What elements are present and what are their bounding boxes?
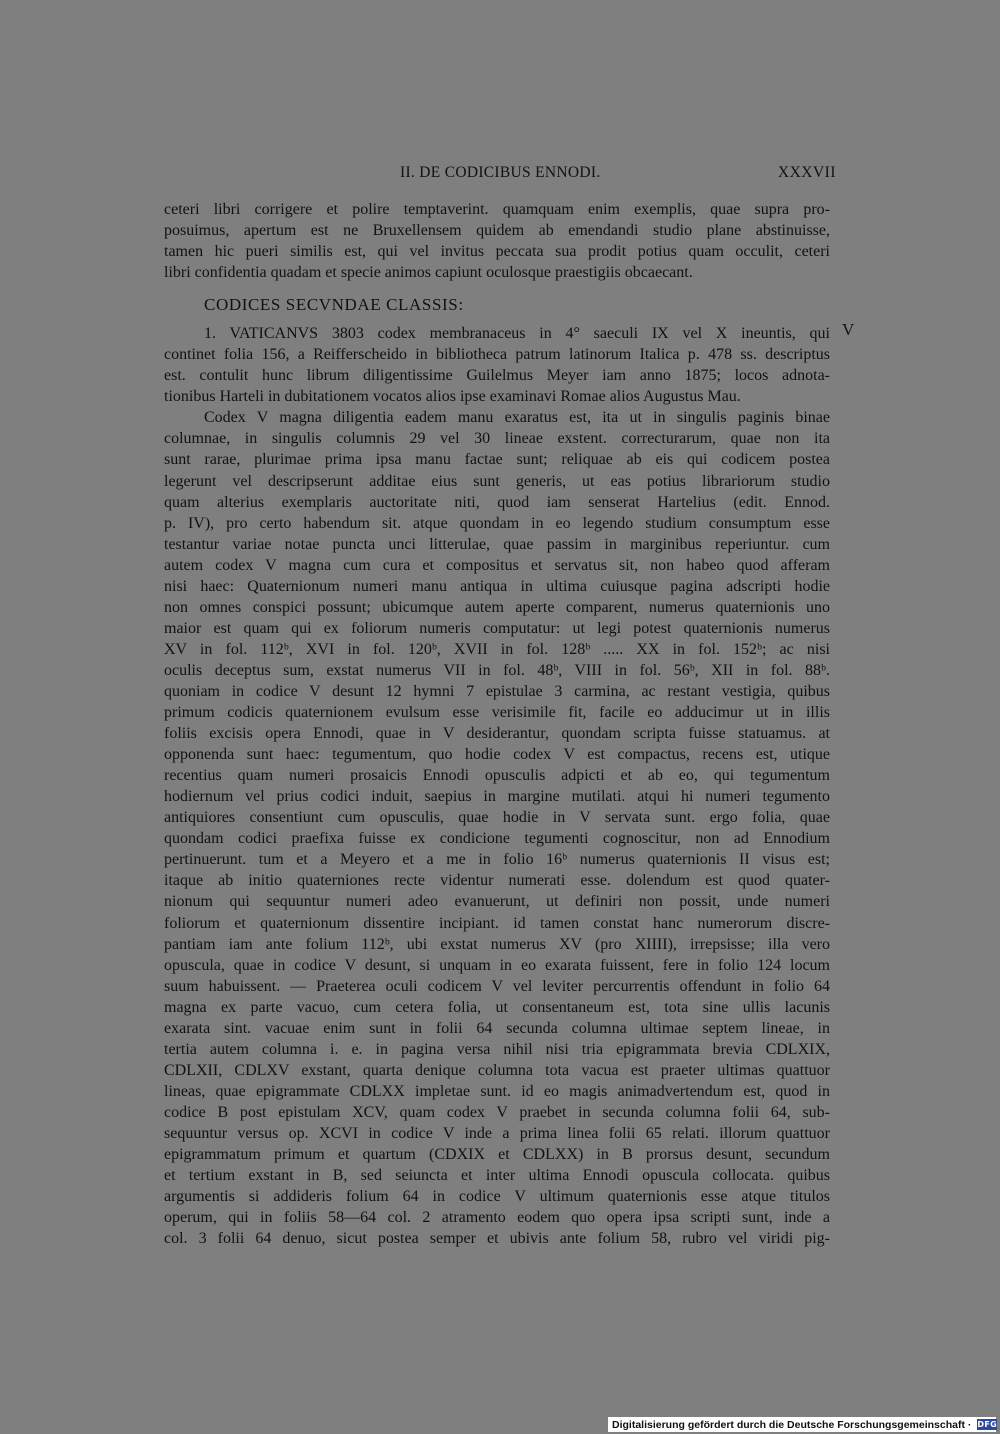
- text-line: maior est quam qui ex foliorum numeris computatur: ut legi potest quaternionis numerus: [164, 619, 830, 637]
- text-line: columnae, in singulis columnis 29 vel 30 lineae exstent. correcturarum, quae non ita: [164, 430, 830, 448]
- text-line: pantiam iam ante folium 112ᵇ, ubi exstat numerus XV (pro XIIII), irrepsisse; illa vero: [164, 935, 830, 953]
- text-line: argumentis si addideris folium 64 in codice V ultimum quaternionis esse atque titulos: [164, 1188, 830, 1206]
- text-line: hodiernum vel prius codici induit, saepius in margine mutilati. atqui hi numeri tegumento: [164, 788, 830, 806]
- running-head-title: II. DE CODICIBUS ENNODI.: [400, 164, 601, 181]
- text-line: codice B post epistulam XCV, quam codex V praebet in secunda columna folii 64, sub-: [164, 1103, 830, 1121]
- paragraph-3: [164, 407, 830, 1249]
- text-line: primum codicis quaternionem evulsum esse verisimile fit, facile eo adducimur ut in illis: [164, 704, 830, 722]
- page-number: XXXVII: [777, 164, 836, 181]
- text-line: ceteri libri corrigere et polire temptaverint. quamquam enim exemplis, quae supra pro-: [164, 201, 830, 218]
- text-line: et tertium exstant in B, sed seiuncta et inter ultima Ennodi opuscula collocata. quibus: [164, 1167, 830, 1185]
- body-text: [164, 199, 830, 1249]
- text-line: tamen hic pueri similis est, qui vel invitus peccata sua prodit potius quam occulit, ceteri: [164, 243, 830, 261]
- text-line: nisi haec: Quaternionum numeri manu antiqua in ultima cuiusque pagina adscripti hodie: [164, 577, 830, 595]
- text-line: quondam codici praefixa fuisse ex condicione tegumenti cognoscitur, non ad Ennodium: [164, 830, 830, 848]
- text-line: epigrammatum primum et quartum (CDXIX et CDLXX) in B prorsus desunt, secundum: [164, 1146, 830, 1164]
- footer-credit-bar: [608, 1417, 996, 1432]
- text-line: autem codex V magna cum cura et compositus et servatus sit, non habeo quod afferam: [164, 556, 830, 574]
- text-line: opponenda sunt haec: tegumentum, quo hodie codex V est compactus, recens est, utique: [164, 746, 830, 764]
- footer-credit-text: Digitalisierung gefördert durch die Deutsche Forschungsgemeinschaft ·: [612, 1418, 972, 1431]
- text-line: p. IV), pro certo habendum sit. atque quondam in eo legendo studium consumptum esse: [164, 514, 830, 532]
- text-line: libri confidentia quadam et specie animos capiunt oculosque praestigiis obcaecant.: [164, 264, 693, 282]
- text-line: est. contulit hunc librum diligentissime Guilelmus Meyer iam anno 1875; locos adnota-: [164, 367, 830, 385]
- text-line: posuimus, apertum est ne Bruxellensem quidem ab emendandi studio plane abstinuisse,: [164, 222, 830, 240]
- text-line: tertia autem columna i. e. in pagina versa nihil nisi tria epigrammata brevia CDLXIX,: [164, 1040, 830, 1058]
- section-heading: CODICES SECVNDAE CLASSIS:: [204, 295, 464, 315]
- text-line: sunt rarae, plurimae prima ipsa manu factae sunt; reliquae ab eis qui codicem postea: [164, 451, 830, 469]
- margin-siglum: V: [842, 320, 855, 339]
- text-line: recentius quam numeri prosaicis Ennodi opusculis adpicti et ab eo, qui tegumentum: [164, 767, 830, 785]
- text-line: foliis excisis opera Ennodi, quae in V desiderantur, quondam scripta fuisse statuamus. at: [164, 725, 830, 743]
- text-line: magna ex parte vacuo, cum cetera folia, ut consentaneum est, tota sine ullis lacunis: [164, 998, 830, 1016]
- text-line: operum, qui in foliis 58—64 col. 2 atramento eodem quo opera ipsa scripti sunt, inde a: [164, 1209, 830, 1227]
- text-line: pertinuerunt. tum et a Meyero et a me in folio 16ᵇ numerus quaternionis II visus est;: [164, 851, 830, 869]
- text-line: sequuntur versus op. XCVI in codice V inde a prima linea folii 65 relati. illorum quattuor: [164, 1124, 830, 1142]
- text-line: antiquiores consentiunt cum opusculis, quae hodie in V servata sunt. ergo folia, quae: [164, 809, 830, 827]
- text-line: quoniam in codice V desunt 12 hymni 7 epistulae 3 carmina, ac restant vestigia, quibus: [164, 682, 830, 700]
- text-line: tionibus Harteli in dubitationem vocatos alios ipse examinavi Romae alios Augustus Mau.: [164, 388, 741, 406]
- paragraph-1: [164, 199, 830, 283]
- text-line: itaque ab initio quaterniones recte videntur numerati esse. dolendum est quod quater-: [164, 872, 830, 890]
- text-line: continet folia 156, a Reifferscheido in bibliotheca patrum latinorum Italica p. 478 ss. descriptus: [164, 346, 830, 364]
- text-line: foliorum et quaternionum dissentire incipiant. id tamen constat hanc numerorum discre-: [164, 914, 830, 932]
- paragraph-2: [164, 323, 830, 407]
- text-line: CDLXII, CDLXV exstant, quarta denique columna tota vacua est praeter ultimas quattuor: [164, 1061, 830, 1079]
- text-line: legerunt vel descripserunt additae eius sunt generis, ut eas potius librariorum studio: [164, 472, 830, 490]
- text-line: lineas, quae epigrammate CDLXX impletae sunt. id eo magis animadvertendum est, quod in: [164, 1082, 830, 1100]
- text-line: suum habuissent. — Praeterea oculi codicem V vel leviter percurrentis offendunt in folio 64: [164, 977, 830, 995]
- text-line: oculis deceptus sum, exstat numerus VII in fol. 48ᵇ, VIII in fol. 56ᵇ, XII in fol. 88ᵇ.: [164, 661, 830, 679]
- text-line: exarata sint. vacuae enim sunt in folii 64 secunda columna ultimae septem lineae, in: [164, 1019, 830, 1037]
- text-line: quam alterius exemplaris auctoritate niti, quod iam senserat Hartelius (edit. Ennod.: [164, 493, 830, 511]
- text-line: Codex V magna diligentia eadem manu exaratus est, ita ut in singulis paginis binae: [204, 409, 830, 427]
- text-line: opuscula, quae in codice V desunt, si unquam in eo exarata fuissent, fere in folio 124 locum: [164, 956, 830, 974]
- running-head: [160, 164, 836, 186]
- text-line: testantur variae notae puncta unci litterulae, quae passim in marginibus reperiuntur. cum: [164, 535, 830, 553]
- text-line: col. 3 folii 64 denuo, sicut postea semper et ubivis ante folium 58, rubro vel viridi pig-: [164, 1230, 830, 1248]
- text-line: 1. VATICANVS 3803 codex membranaceus in 4° saeculi IX vel X ineuntis, qui: [204, 325, 830, 343]
- text-line: non omnes conspici possunt; ubicumque autem aperte comparent, numerus quaternionis uno: [164, 598, 830, 616]
- text-line: nionum qui sequuntur numeri adeo evanuerunt, ut definiri non possit, unde numeri: [164, 893, 830, 911]
- dfg-logo: DFG: [977, 1420, 997, 1429]
- text-line: XV in fol. 112ᵇ, XVI in fol. 120ᵇ, XVII in fol. 128ᵇ ..... XX in fol. 152ᵇ; ac nisi: [164, 640, 830, 658]
